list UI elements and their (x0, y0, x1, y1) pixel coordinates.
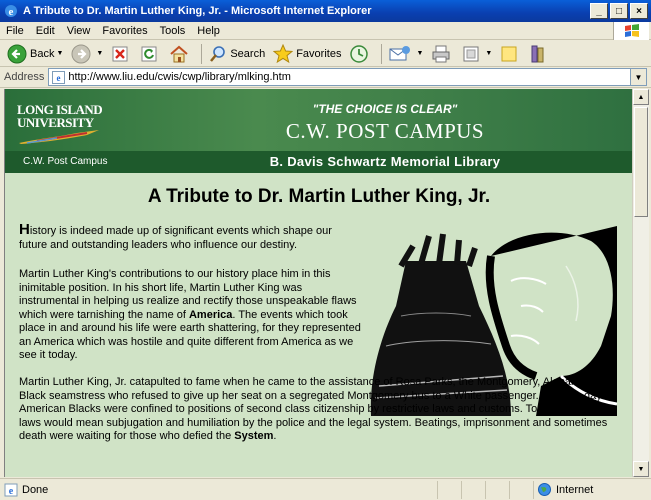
forward-arrow-icon (71, 44, 91, 64)
paragraph-2 (19, 268, 361, 363)
home-icon (169, 45, 189, 63)
globe-icon (538, 483, 551, 496)
page-title: A Tribute to Dr. Martin Luther King, Jr. (147, 186, 491, 207)
scroll-thumb[interactable] (634, 107, 648, 217)
svg-text:e: e (8, 485, 14, 497)
address-dropdown-icon[interactable]: ▼ (630, 69, 646, 85)
site-banner (5, 89, 632, 173)
search-button[interactable] (206, 43, 268, 65)
menu-file[interactable]: File (6, 24, 24, 37)
stop-icon (111, 45, 129, 63)
ie-page-icon (52, 71, 65, 84)
minimize-button[interactable] (590, 3, 608, 19)
forward-button[interactable] (68, 43, 106, 65)
address-bar (0, 67, 651, 88)
drop-cap: H (19, 221, 30, 238)
paragraph-2-text-b: . The events which took place in and around his life were earth shattering, for they represented an America which was hostile and quite different from America as we see it today. (19, 308, 361, 361)
status-bar (0, 478, 651, 500)
toolbar-separator (381, 44, 382, 64)
close-icon: × (636, 5, 642, 17)
zone-text: Internet (556, 483, 594, 496)
slogan: "THE CHOICE IS CLEAR" (312, 102, 458, 116)
svg-text:e: e (56, 72, 61, 83)
messenger-button[interactable] (526, 43, 553, 65)
paragraph-2-bold: America (188, 308, 233, 321)
vertical-scrollbar[interactable] (632, 89, 649, 477)
menu-help[interactable]: Help (197, 24, 220, 37)
mail-icon (389, 45, 411, 63)
close-button[interactable] (630, 3, 648, 19)
search-icon (209, 45, 227, 63)
back-button[interactable] (4, 43, 66, 65)
stop-button[interactable] (108, 43, 135, 65)
minimize-icon: _ (596, 5, 602, 17)
mail-button[interactable] (386, 43, 426, 65)
paragraph-1-text: istory is indeed made up of significant events which shape our future and outstanding leaders who influence our destiny. (19, 225, 332, 251)
menu-edit[interactable]: Edit (35, 24, 55, 37)
toolbar-separator (201, 44, 202, 64)
edit-dropdown-icon[interactable]: ▼ (485, 50, 493, 57)
paragraph-3 (19, 376, 614, 444)
ie-icon (4, 4, 18, 18)
forward-dropdown-icon[interactable]: ▼ (96, 50, 104, 57)
printer-icon (431, 45, 451, 63)
research-icon (529, 44, 547, 64)
maximize-button[interactable] (610, 3, 628, 19)
edit-button[interactable] (459, 43, 495, 65)
paragraph-3-text-b: . (273, 430, 277, 442)
menu-view[interactable]: View (66, 24, 91, 37)
paragraph-1 (19, 223, 359, 252)
status-pane (509, 481, 533, 499)
toolbar (0, 41, 651, 67)
home-button[interactable] (166, 43, 195, 65)
back-label: Back (30, 47, 55, 60)
mail-dropdown-icon[interactable]: ▼ (416, 50, 424, 57)
logo-line2: UNIVERSITY (17, 115, 94, 130)
status-pane (437, 481, 461, 499)
back-dropdown-icon[interactable]: ▼ (56, 50, 64, 57)
liu-logo[interactable] (17, 103, 107, 147)
history-button[interactable] (346, 43, 375, 65)
refresh-icon (140, 45, 158, 63)
campus-link[interactable]: C.W. Post Campus (23, 156, 108, 167)
scroll-up-button[interactable] (633, 89, 649, 105)
favorites-label: Favorites (296, 47, 342, 60)
address-label: Address (4, 71, 45, 83)
campus-name: C.W. POST CAMPUS (285, 119, 485, 143)
title-bar (0, 0, 651, 22)
svg-text:e: e (8, 6, 14, 18)
paragraph-3-text-a: Martin Luther King, Jr. catapulted to fame when he came to the assistance of Rosa Parks, the Montgomery, Alabama Black seamstress who refused to give up her seat on a segregated Montgomery bus to a White passenger. In those days American Blacks were confined to positions of second class citizenship by restrictive laws and customs. To break these laws would mean subjugation and humiliation by the police and the legal system. Beatings, imprisonment and sometimes death were waiting for those who defied the (19, 376, 608, 442)
maximize-icon: □ (615, 5, 623, 17)
star-icon (273, 44, 293, 64)
status-text: Done (22, 483, 49, 496)
favorites-button[interactable] (270, 43, 344, 65)
page-done-icon (4, 483, 18, 497)
scroll-up-icon: ▲ (637, 93, 645, 101)
menu-favorites[interactable]: Favorites (102, 24, 148, 37)
zone-pane (533, 481, 651, 499)
scroll-down-icon: ▼ (637, 465, 645, 473)
history-icon (349, 44, 369, 64)
page-viewport (4, 89, 632, 477)
address-input[interactable] (48, 68, 647, 86)
long-island-map-icon (17, 129, 107, 145)
discuss-button[interactable] (497, 43, 524, 65)
windows-logo-icon (613, 22, 649, 40)
status-pane (485, 481, 509, 499)
edit-page-icon (462, 45, 480, 63)
back-arrow-icon (7, 44, 27, 64)
status-pane (461, 481, 485, 499)
window-title: A Tribute to Dr. Martin Luther King, Jr. - Microsoft Internet Explorer (23, 5, 372, 17)
menu-bar (0, 22, 651, 40)
menu-tools[interactable]: Tools (159, 24, 186, 37)
print-button[interactable] (428, 43, 457, 65)
paragraph-3-bold: System (234, 430, 274, 442)
paragraph-2-text-a: Martin Luther King's contributions to our history place him in this inimitable position. In his short life, Martin Luther King was instrumental in helping us realize and rectify those unspeakable flaws which were tarnishing the name of (19, 268, 357, 321)
search-label: Search (230, 47, 266, 60)
note-icon (500, 45, 518, 63)
library-name: B. Davis Schwartz Memorial Library (269, 154, 501, 169)
address-url: http://www.liu.edu/cwis/cwp/library/mlking.htm (68, 71, 291, 83)
refresh-button[interactable] (137, 43, 164, 65)
scroll-down-button[interactable] (633, 461, 649, 477)
logo-line1: LONG ISLAND (17, 102, 103, 117)
